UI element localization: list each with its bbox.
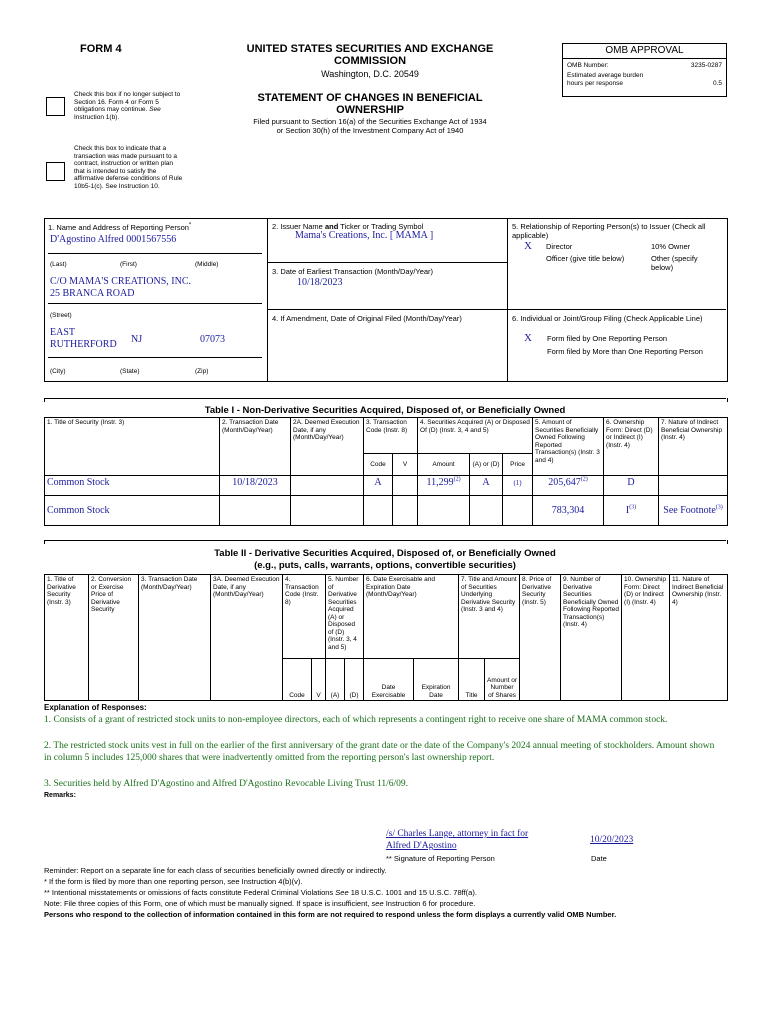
agency-line2: COMMISSION: [333, 55, 407, 67]
owned-cell: 783,304: [533, 496, 604, 526]
omb-burden-label: Estimated average burden hours per response: [567, 72, 644, 87]
city-value-line1: EAST: [50, 327, 75, 338]
t1-v-header: V: [393, 454, 418, 476]
form-cell: D: [604, 476, 659, 496]
t1-aord-header: (A) or (D): [470, 454, 503, 476]
box4-label: 4. If Amendment, Date of Original Filed (Month/Day/Year): [272, 314, 462, 323]
t2-code-header: Code: [283, 659, 312, 701]
footer-note1: * If the form is filed by more than one reporting person, see Instruction 4(b)(v).: [44, 877, 303, 886]
signature-label: ** Signature of Reporting Person: [386, 854, 495, 863]
footnote-2: 2. The restricted stock units vest in full on the earlier of the first anniversary of the grant date or the date of the Company's 2024 annual meeting of stockholders. Amount shown in column 5 includes 125,000 shares that were inadvertently omitted from the reporting person's last ownership report.: [44, 741, 715, 763]
rule10b5-checkbox[interactable]: [46, 162, 65, 181]
first-label: (First): [120, 261, 137, 268]
table-row: [45, 496, 728, 526]
t1-h3: 3. Transaction Code (Instr. 8): [364, 418, 418, 454]
t2-h3a: 3A. Deemed Execution Date, if any (Month/Day/Year): [211, 575, 283, 701]
ten-percent-owner-label: 10% Owner: [651, 242, 691, 251]
transaction-code: A: [364, 476, 393, 496]
middle-label: (Middle): [195, 261, 219, 268]
director-label: Director: [546, 242, 573, 251]
t2-h6: 6. Date Exercisable and Expiration Date (Month/Day/Year): [364, 575, 459, 659]
table2-title-line1: Table II - Derivative Securities Acquired, Disposed of, or Beneficially Owned: [214, 548, 556, 559]
one-person-label: Form filed by One Reporting Person: [547, 334, 668, 343]
rule10b5-checkbox-label: Check this box to indicate that a transaction was made pursuant to a contract, instruction or written plan that is intended to satisfy the affirmative defense conditions of Rule 10b5-1(c). See Instruction 10.: [74, 145, 183, 190]
footnote-1: 1. Consists of a grant of restricted stock units to non-employee directors, each of which represents a contingent right to receive one share of MAMA common stock.: [44, 715, 668, 725]
reporting-person-name: D'Agostino Alfred 0001567556: [50, 234, 177, 245]
t2-title-header: Title: [459, 659, 485, 701]
agency-line1: UNITED STATES SECURITIES AND EXCHANGE: [246, 43, 494, 55]
one-person-mark[interactable]: X: [524, 332, 532, 344]
t2-h1: 1. Title of Derivative Security (Instr. 3): [45, 575, 89, 701]
t2-h8: 8. Price of Derivative Security (Instr. 5): [520, 575, 561, 701]
state-label: (State): [120, 368, 140, 375]
security-title: Common Stock: [45, 476, 220, 496]
t2-h9: 9. Number of Derivative Securities Beneficially Owned Following Reported Transaction(s) (Instr. 4): [561, 575, 622, 701]
address-line1: C/O MAMA'S CREATIONS, INC.: [50, 276, 191, 287]
t2-h11: 11. Nature of Indirect Beneficial Ownership (Instr. 4): [670, 575, 728, 701]
t1-amount-header: Amount: [418, 454, 470, 476]
earliest-transaction-date: 10/18/2023: [297, 277, 343, 288]
box5-label: 5. Relationship of Reporting Person(s) to Issuer (Check all applicable): [512, 222, 706, 240]
t2-h7: 7. Title and Amount of Securities Underlying Derivative Security (Instr. 3 and 4): [459, 575, 520, 659]
t1-code-header: Code: [364, 454, 393, 476]
omb-approval-box: [562, 43, 727, 97]
form-cell: $I^{(3)}$: [604, 496, 659, 526]
signature-line2: Alfred D'Agostino: [386, 841, 457, 851]
t2-d-header: (D): [345, 659, 364, 701]
footer-reminder: Reminder: Report on a separate line for each class of securities beneficially owned directly or indirectly.: [44, 866, 387, 875]
table1: [44, 417, 728, 526]
t2-h2: 2. Conversion or Exercise Price of Derivative Security: [89, 575, 139, 701]
t1-h2a: 2A. Deemed Execution Date, if any (Month/Day/Year): [291, 418, 364, 476]
t2-h4: 4. Transaction Code (Instr. 8): [283, 575, 326, 659]
zip-value: 07073: [200, 334, 225, 345]
footer-omb-notice: Persons who respond to the collection of information contained in this form are not required to respond unless the form displays a currently valid OMB Number.: [44, 910, 617, 919]
t2-h5: 5. Number of Derivative Securities Acquired (A) or Disposed of (D) (Instr. 3, 4 and 5): [326, 575, 364, 659]
footer-note2: ** Intentional misstatements or omissions of facts constitute Federal Criminal Violations See 18 U.S.C. 1001 and 15 U.S.C. 78ff(a).: [44, 888, 477, 897]
section16-checkbox-label: Check this box if no longer subject to Section 16. Form 4 or Form 5 obligations may continue. See Instruction 1(b).: [74, 91, 181, 121]
amount-cell: 11,299$^{(2)}$: [418, 476, 470, 496]
t1-h6: 6. Ownership Form: Direct (D) or Indirect (I) (Instr. 4): [604, 418, 659, 476]
t2-expiration-header: Expiration Date: [414, 659, 459, 701]
box3-label: 3. Date of Earliest Transaction (Month/Day/Year): [272, 267, 434, 276]
price-cell: (1): [503, 476, 533, 496]
date-label: Date: [591, 854, 607, 863]
t1-h4: 4. Securities Acquired (A) or Disposed Of (D) (Instr. 3, 4 and 5): [418, 418, 533, 454]
omb-title: OMB APPROVAL: [563, 44, 726, 59]
remarks-heading: Remarks:: [44, 792, 76, 799]
statement-line1: STATEMENT OF CHANGES IN BENEFICIAL: [257, 92, 483, 104]
statement-line2: OWNERSHIP: [336, 104, 404, 116]
nature-cell: See Footnote$^{(3)}$: [659, 496, 728, 526]
t2-date-exercisable-header: Date Exercisable: [364, 659, 414, 701]
t1-price-header: Price: [503, 454, 533, 476]
table-row: [45, 476, 728, 496]
signature-date: 10/20/2023: [590, 835, 634, 845]
filed-pursuant-line2: or Section 30(h) of the Investment Company Act of 1940: [276, 126, 464, 135]
table2-title-line2: (e.g., puts, calls, warrants, options, convertible securities): [254, 560, 516, 571]
t1-h1: 1. Title of Security (Instr. 3): [45, 418, 220, 476]
city-label: (City): [50, 368, 66, 375]
explanation-heading: Explanation of Responses:: [44, 703, 147, 712]
t1-h7: 7. Nature of Indirect Beneficial Ownership (Instr. 4): [659, 418, 728, 476]
t2-v-header: V: [312, 659, 326, 701]
address-line2: 25 BRANCA ROAD: [50, 288, 135, 299]
table2: [44, 574, 728, 701]
more-persons-label: Form filed by More than One Reporting Person: [547, 347, 703, 356]
filed-pursuant-line1: Filed pursuant to Section 16(a) of the Securities Exchange Act of 1934: [253, 117, 487, 126]
t1-h5: 5. Amount of Securities Beneficially Owned Following Reported Transaction(s) (Instr. 3 and 4): [533, 418, 604, 476]
officer-label: Officer (give title below): [546, 254, 625, 263]
transaction-date: 10/18/2023: [220, 476, 291, 496]
street-label: (Street): [50, 312, 72, 319]
t2-h10: 10. Ownership Form: Direct (D) or Indirect (I) (Instr. 4): [622, 575, 670, 701]
signature-line1: /s/ Charles Lange, attorney in fact for: [386, 829, 529, 839]
t2-a-header: (A): [326, 659, 345, 701]
section16-checkbox[interactable]: [46, 97, 65, 116]
t1-h2: 2. Transaction Date (Month/Day/Year): [220, 418, 291, 476]
agency-location: Washington, D.C. 20549: [321, 69, 419, 79]
footer-note3: Note: File three copies of this Form, one of which must be manually signed. If space is insufficient, see Instruction 6 for procedure.: [44, 899, 476, 908]
t2-amount-shares-header: Amount or Number of Shares: [485, 659, 520, 701]
table1-title: Table I - Non-Derivative Securities Acquired, Disposed of, or Beneficially Owned: [204, 405, 566, 416]
aord-cell: A: [470, 476, 503, 496]
omb-burden-value: 0.5: [712, 80, 722, 87]
owned-cell: 205,647$^{(2)}$: [533, 476, 604, 496]
other-label: Other (specify below): [651, 254, 698, 272]
t2-h3: 3. Transaction Date (Month/Day/Year): [139, 575, 211, 701]
form-label: FORM 4: [80, 43, 122, 55]
box1-label: 1. Name and Address of Reporting Person*: [48, 222, 192, 232]
zip-label: (Zip): [195, 368, 209, 375]
state-value: NJ: [131, 334, 143, 345]
security-title: Common Stock: [45, 496, 220, 526]
footnote-3: 3. Securities held by Alfred D'Agostino and Alfred D'Agostino Revocable Living Trust 11/6/09.: [44, 779, 409, 789]
omb-number-value: 3235-0287: [690, 62, 722, 69]
omb-number-label: OMB Number:: [567, 62, 609, 69]
issuer-name: Mama's Creations, Inc. [ MAMA ]: [295, 230, 434, 241]
box6-label: 6. Individual or Joint/Group Filing (Check Applicable Line): [512, 314, 703, 323]
box2-label: 2. Issuer Name and Ticker or Trading Symbol: [272, 222, 424, 231]
last-label: (Last): [50, 261, 67, 268]
city-value-line2: RUTHERFORD: [50, 339, 117, 350]
director-mark[interactable]: X: [524, 240, 532, 252]
